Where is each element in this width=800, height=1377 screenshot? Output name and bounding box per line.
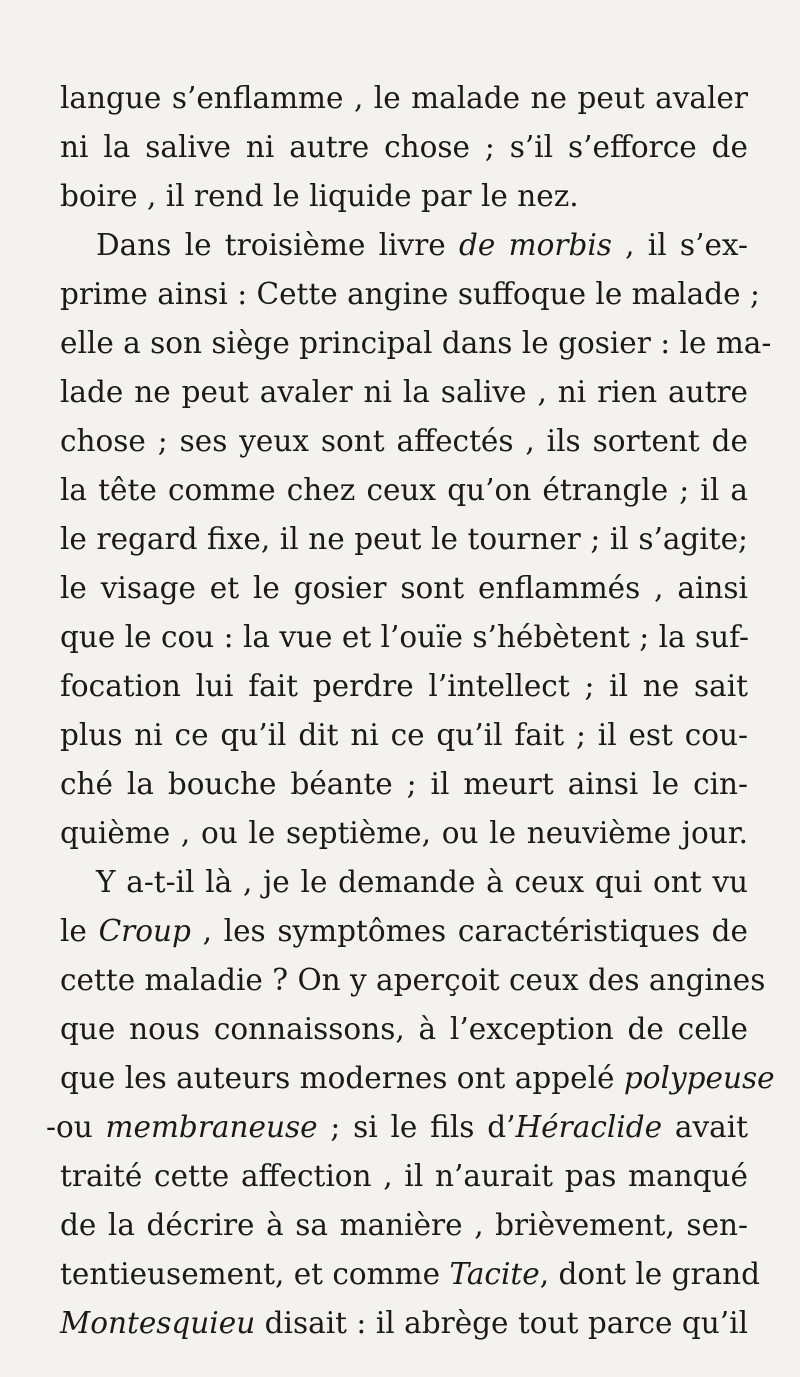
- text-line-15: ché la bouche béante ; il meurt ainsi le cin-: [60, 767, 748, 801]
- text-line-22: [46, 1110, 748, 1144]
- italic-name: Héraclide: [515, 1110, 663, 1144]
- text-run: que les auteurs modernes ont appelé: [60, 1061, 624, 1095]
- text-line-25: [60, 1257, 761, 1291]
- text-line-1: langue s’enflamme , le malade ne peut avaler: [60, 81, 748, 115]
- text-line-26: [60, 1306, 748, 1340]
- text-line-23: traité cette affection , il n’aurait pas manqué: [60, 1159, 748, 1193]
- text-line-12: que le cou : la vue et l’ouïe s’hébètent ; la suf-: [60, 620, 749, 654]
- text-line-18: [60, 914, 748, 948]
- text-line-11: le visage et le gosier sont enflammés , ainsi: [60, 571, 748, 605]
- text-line-2: ni la salive ni autre chose ; s’il s’efforce de: [60, 130, 748, 164]
- italic-term: membraneuse: [105, 1110, 318, 1144]
- text-line-17: Y a-t-il là , je le demande à ceux qui ont vu: [96, 865, 748, 899]
- text-line-16: quième , ou le septième, ou le neuvième jour.: [60, 816, 748, 850]
- text-line-13: focation lui fait perdre l’intellect ; il ne sait: [60, 669, 748, 703]
- italic-term: Croup: [98, 914, 191, 948]
- text-line-9: la tête comme chez ceux qu’on étrangle ; il a: [60, 473, 748, 507]
- text-line-5: prime ainsi : Cette angine suffoque le malade ;: [60, 277, 760, 311]
- italic-name: Tacite: [449, 1257, 540, 1291]
- text-line-8: chose ; ses yeux sont affectés , ils sortent de: [60, 424, 748, 458]
- text-line-24: de la décrire à sa manière , brièvement, sen-: [60, 1208, 748, 1242]
- text-run: , dont le grand: [539, 1257, 761, 1291]
- text-run: avait: [662, 1110, 748, 1144]
- text-line-20: que nous connaissons, à l’exception de celle: [60, 1012, 748, 1046]
- text-line-10: le regard fixe, il ne peut le tourner ; il s’agite;: [60, 522, 748, 556]
- italic-term: polypeuse: [623, 1061, 775, 1095]
- text-run: ; si le fils d’: [317, 1110, 516, 1144]
- text-run: disait : il abrège tout parce qu’il: [255, 1306, 748, 1340]
- text-line-19: cette maladie ? On y aperçoit ceux des angines: [60, 963, 766, 997]
- text-line-7: lade ne peut avaler ni la salive , ni rien autre: [60, 375, 748, 409]
- text-line-4: [96, 228, 748, 262]
- text-line-21: [60, 1061, 775, 1095]
- latin-title: de morbis: [459, 228, 612, 262]
- text-run: , les symptômes caractéristiques de: [190, 914, 748, 948]
- text-line-6: elle a son siège principal dans le gosier : le ma-: [60, 326, 772, 360]
- text-run: -ou: [46, 1110, 106, 1144]
- text-run: Dans le troisième livre: [96, 228, 460, 262]
- italic-name: Montesquieu: [60, 1306, 256, 1340]
- text-line-3: boire , il rend le liquide par le nez.: [60, 179, 579, 213]
- text-run: , il s’ex-: [611, 228, 748, 262]
- text-run: le: [60, 914, 99, 948]
- text-line-14: plus ni ce qu’il dit ni ce qu’il fait ; il est cou-: [60, 718, 748, 752]
- text-run: tentieusement, et comme: [60, 1257, 450, 1291]
